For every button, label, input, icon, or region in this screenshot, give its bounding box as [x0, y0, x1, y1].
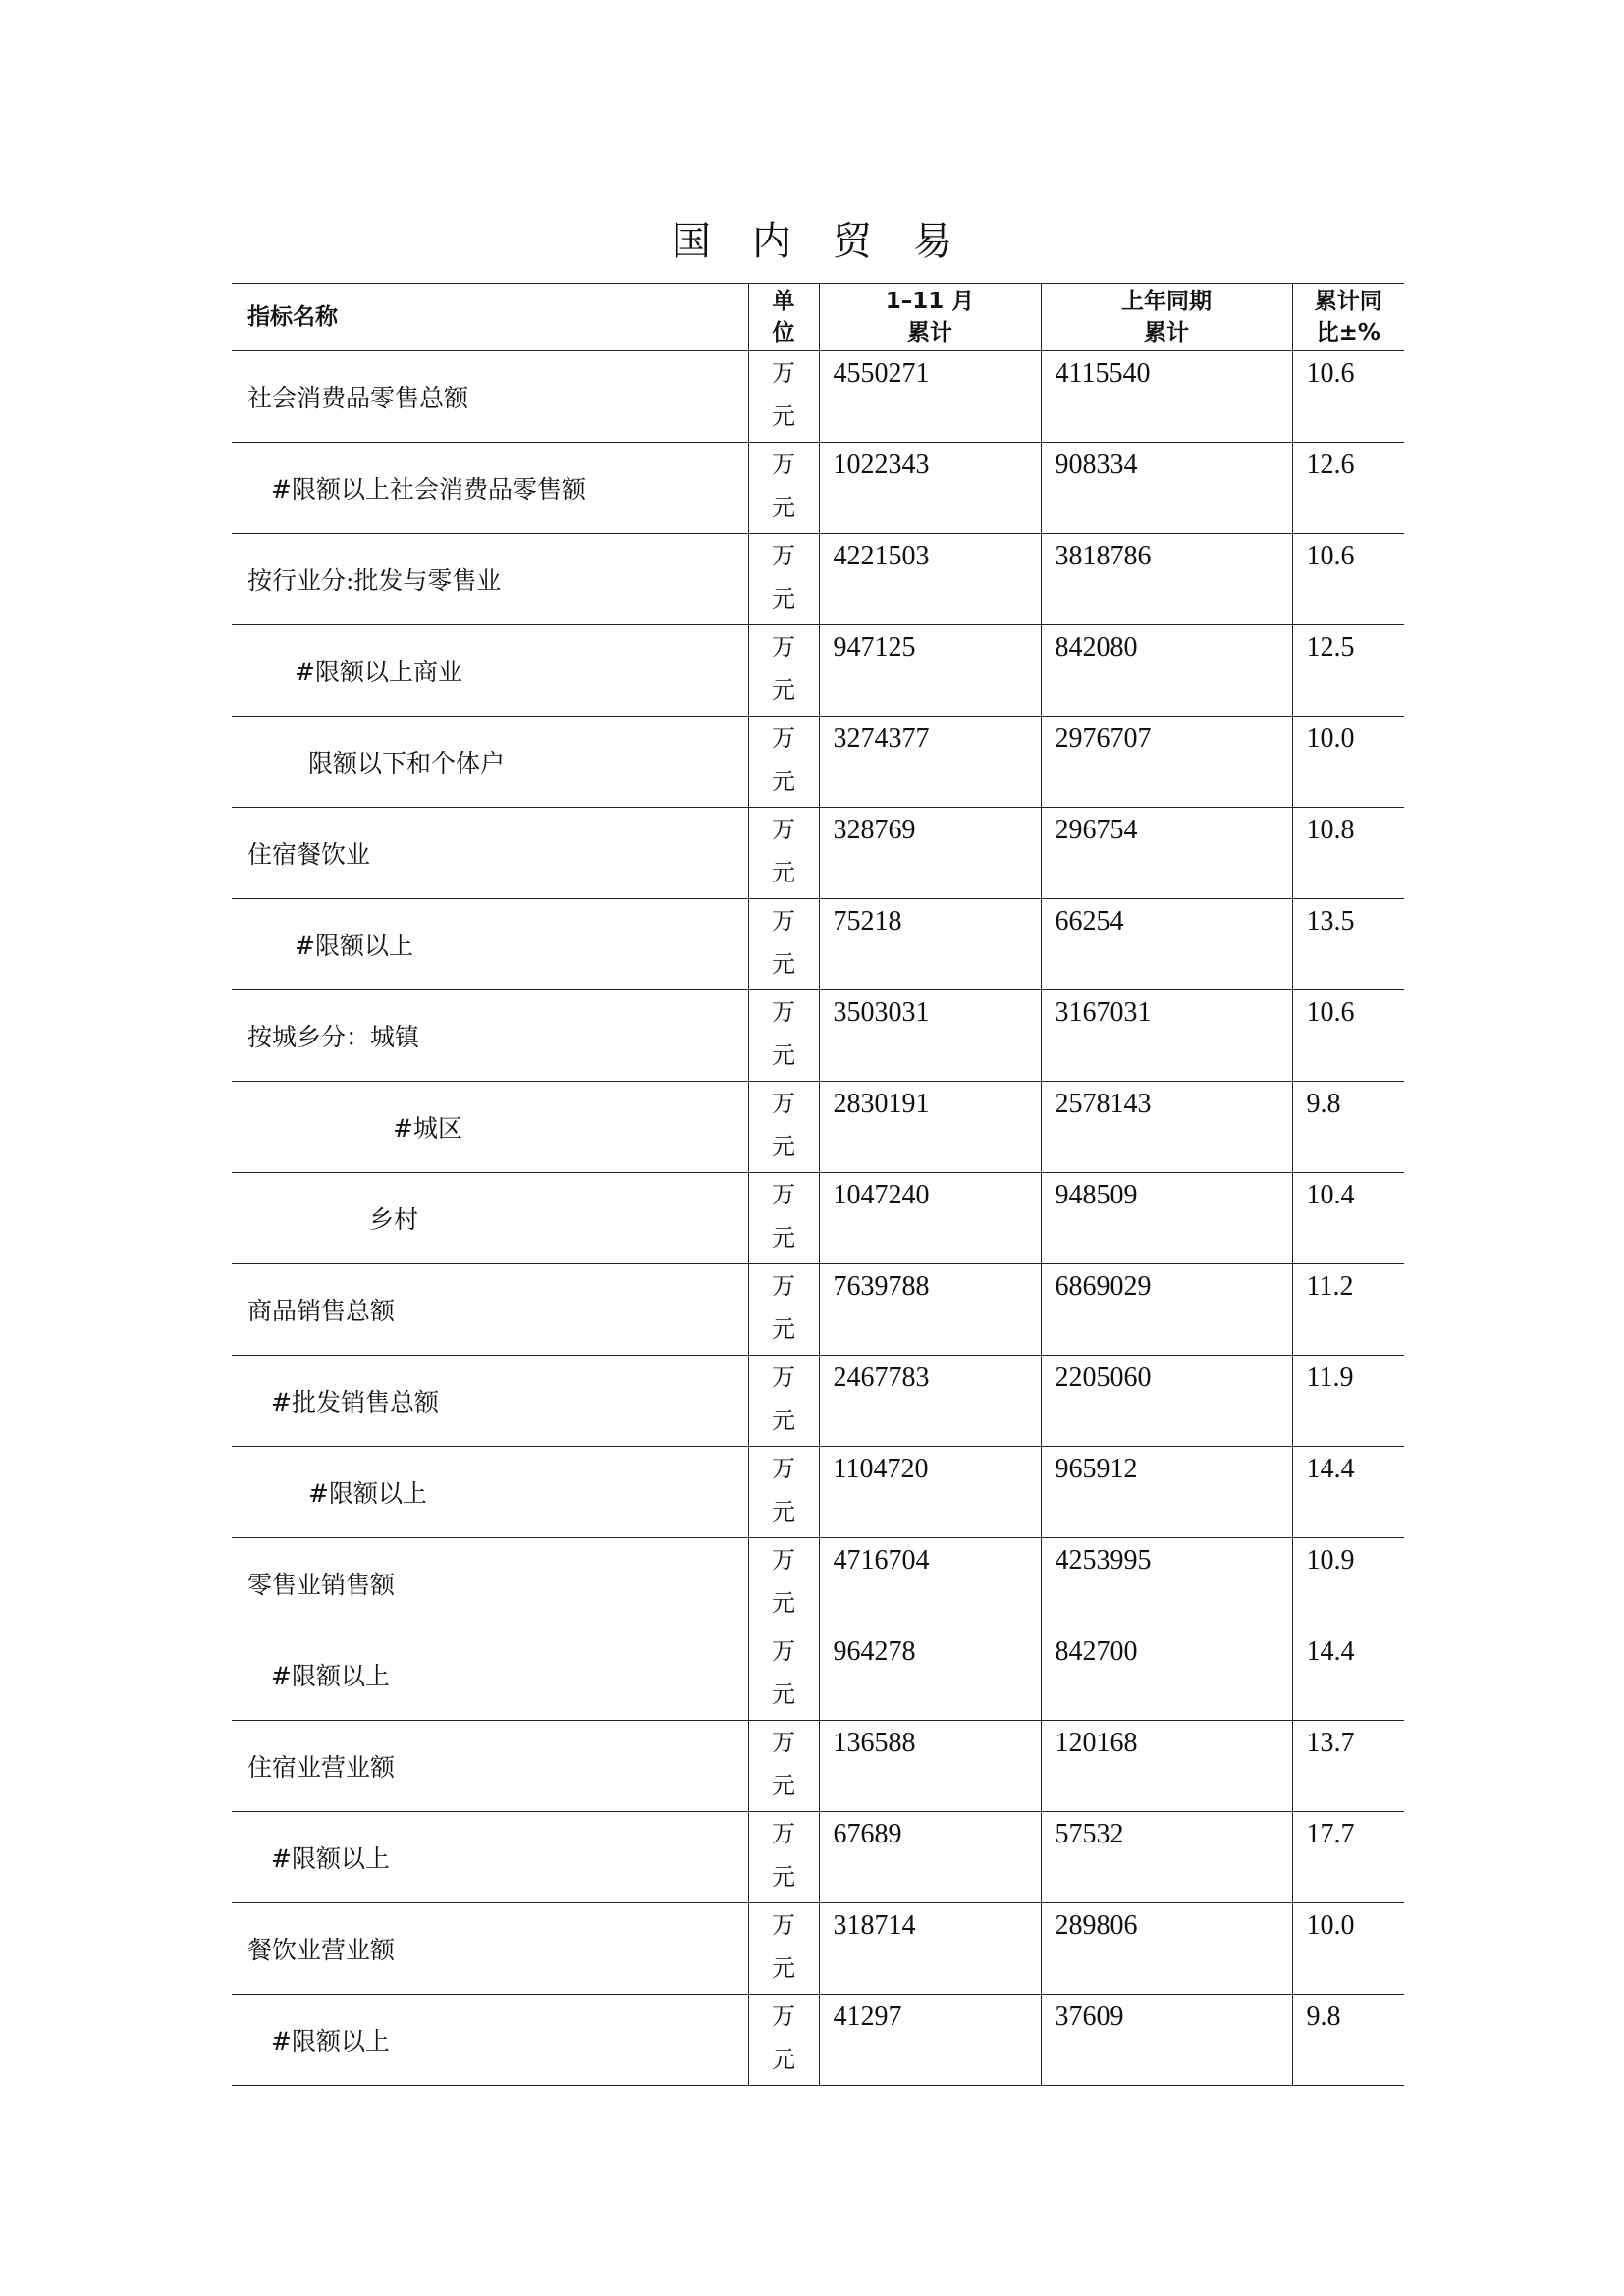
table-row — [232, 1356, 1404, 1447]
header-yoy-line1: 累计同 — [1314, 289, 1382, 314]
unit-line2: 元 — [772, 676, 795, 704]
header-yoy-line2: 比±% — [1316, 320, 1380, 346]
unit-line2: 元 — [772, 1315, 795, 1343]
unit-line2: 元 — [772, 1681, 795, 1708]
previous-cumulative-value: 2578143 — [1041, 1082, 1292, 1173]
unit-line1: 万 — [772, 998, 795, 1026]
unit-line2: 元 — [772, 2046, 795, 2073]
current-cumulative-value: 1047240 — [819, 1173, 1041, 1264]
indicator-name: 限额以下和个体户 — [232, 717, 748, 808]
current-cumulative-value: 4550271 — [819, 351, 1041, 443]
table-row — [232, 1629, 1404, 1721]
current-cumulative-value: 136588 — [819, 1721, 1041, 1812]
yoy-change-value: 13.5 — [1292, 899, 1404, 990]
current-cumulative-value: 4221503 — [819, 534, 1041, 625]
header-row — [232, 284, 1404, 351]
unit-line1: 万 — [772, 1820, 795, 1847]
unit-line2: 元 — [772, 1772, 795, 1799]
unit-line1: 万 — [772, 542, 795, 569]
unit-cell — [748, 534, 819, 625]
table-row — [232, 534, 1404, 625]
indicator-name: #限额以上 — [232, 1995, 748, 2086]
unit-line1: 万 — [772, 1637, 795, 1665]
unit-cell — [748, 443, 819, 534]
table-row — [232, 1812, 1404, 1903]
unit-cell — [748, 1995, 819, 2086]
unit-line2: 元 — [772, 1589, 795, 1617]
unit-line2: 元 — [772, 1407, 795, 1434]
previous-cumulative-value: 289806 — [1041, 1903, 1292, 1995]
unit-line2: 元 — [772, 1224, 795, 1252]
table-row — [232, 351, 1404, 443]
unit-cell — [748, 1447, 819, 1538]
current-cumulative-value: 1022343 — [819, 443, 1041, 534]
unit-cell — [748, 899, 819, 990]
unit-cell — [748, 1721, 819, 1812]
indicator-name: 零售业销售额 — [232, 1538, 748, 1629]
unit-line1: 万 — [772, 1090, 795, 1117]
yoy-change-value: 10.6 — [1292, 534, 1404, 625]
indicator-name: 住宿餐饮业 — [232, 808, 748, 899]
yoy-change-value: 12.5 — [1292, 625, 1404, 717]
unit-line2: 元 — [772, 950, 795, 978]
unit-line1: 万 — [772, 724, 795, 752]
current-cumulative-value: 3503031 — [819, 990, 1041, 1082]
current-cumulative-value: 318714 — [819, 1903, 1041, 1995]
table-row — [232, 1082, 1404, 1173]
current-cumulative-value: 964278 — [819, 1629, 1041, 1721]
indicator-name: #限额以上 — [232, 1812, 748, 1903]
indicator-name: 社会消费品零售总额 — [232, 351, 748, 443]
unit-cell — [748, 1812, 819, 1903]
yoy-change-value: 11.9 — [1292, 1356, 1404, 1447]
table-row — [232, 717, 1404, 808]
table-row — [232, 1173, 1404, 1264]
header-previous-line1: 上年同期 — [1121, 289, 1212, 314]
unit-line2: 元 — [772, 1133, 795, 1160]
previous-cumulative-value: 2976707 — [1041, 717, 1292, 808]
unit-line2: 元 — [772, 1498, 795, 1525]
table-row — [232, 1903, 1404, 1995]
unit-line2: 元 — [772, 1954, 795, 1982]
unit-line2: 元 — [772, 402, 795, 430]
unit-cell — [748, 1173, 819, 1264]
yoy-change-value: 11.2 — [1292, 1264, 1404, 1356]
table-row — [232, 899, 1404, 990]
yoy-change-value: 14.4 — [1292, 1629, 1404, 1721]
current-cumulative-value: 947125 — [819, 625, 1041, 717]
current-cumulative-value: 75218 — [819, 899, 1041, 990]
unit-line2: 元 — [772, 859, 795, 886]
unit-line1: 万 — [772, 359, 795, 387]
unit-line1: 万 — [772, 633, 795, 661]
current-cumulative-value: 3274377 — [819, 717, 1041, 808]
indicator-name: 商品销售总额 — [232, 1264, 748, 1356]
yoy-change-value: 9.8 — [1292, 1082, 1404, 1173]
indicator-name: 住宿业营业额 — [232, 1721, 748, 1812]
indicator-name: #限额以上社会消费品零售额 — [232, 443, 748, 534]
previous-cumulative-value: 3167031 — [1041, 990, 1292, 1082]
previous-cumulative-value: 6869029 — [1041, 1264, 1292, 1356]
yoy-change-value: 14.4 — [1292, 1447, 1404, 1538]
unit-line2: 元 — [772, 494, 795, 521]
unit-line1: 万 — [772, 451, 795, 478]
unit-cell — [748, 1356, 819, 1447]
current-cumulative-value: 328769 — [819, 808, 1041, 899]
unit-cell — [748, 1903, 819, 1995]
current-cumulative-value: 41297 — [819, 1995, 1041, 2086]
current-cumulative-value: 7639788 — [819, 1264, 1041, 1356]
yoy-change-value: 17.7 — [1292, 1812, 1404, 1903]
current-cumulative-value: 4716704 — [819, 1538, 1041, 1629]
previous-cumulative-value: 120168 — [1041, 1721, 1292, 1812]
yoy-change-value: 10.0 — [1292, 1903, 1404, 1995]
unit-line1: 万 — [772, 907, 795, 934]
unit-cell — [748, 808, 819, 899]
unit-cell — [748, 625, 819, 717]
yoy-change-value: 10.9 — [1292, 1538, 1404, 1629]
indicator-name: #批发销售总额 — [232, 1356, 748, 1447]
current-cumulative-value: 67689 — [819, 1812, 1041, 1903]
unit-cell — [748, 717, 819, 808]
indicator-name: #限额以上 — [232, 1629, 748, 1721]
table-row — [232, 443, 1404, 534]
unit-line1: 万 — [772, 1729, 795, 1756]
yoy-change-value: 10.6 — [1292, 990, 1404, 1082]
indicator-name: 按城乡分：城镇 — [232, 990, 748, 1082]
previous-cumulative-value: 66254 — [1041, 899, 1292, 990]
current-cumulative-value: 2467783 — [819, 1356, 1041, 1447]
unit-cell — [748, 1264, 819, 1356]
unit-line1: 万 — [772, 816, 795, 843]
table-row — [232, 625, 1404, 717]
unit-line2: 元 — [772, 768, 795, 795]
previous-cumulative-value: 2205060 — [1041, 1356, 1292, 1447]
previous-cumulative-value: 908334 — [1041, 443, 1292, 534]
previous-cumulative-value: 842080 — [1041, 625, 1292, 717]
header-unit-line2: 位 — [772, 320, 795, 346]
table-row — [232, 1995, 1404, 2086]
yoy-change-value: 9.8 — [1292, 1995, 1404, 2086]
table-row — [232, 1721, 1404, 1812]
unit-cell — [748, 1538, 819, 1629]
yoy-change-value: 13.7 — [1292, 1721, 1404, 1812]
yoy-change-value: 12.6 — [1292, 443, 1404, 534]
unit-cell — [748, 351, 819, 443]
header-current-line1: 1–11 月 — [885, 289, 975, 314]
current-cumulative-value: 2830191 — [819, 1082, 1041, 1173]
indicator-name: #限额以上 — [232, 1447, 748, 1538]
unit-line1: 万 — [772, 1363, 795, 1391]
header-current-line2: 累计 — [907, 320, 952, 346]
yoy-change-value: 10.6 — [1292, 351, 1404, 443]
unit-cell — [748, 1082, 819, 1173]
header-yoy-change — [1292, 284, 1404, 351]
previous-cumulative-value: 965912 — [1041, 1447, 1292, 1538]
previous-cumulative-value: 37609 — [1041, 1995, 1292, 2086]
unit-line1: 万 — [772, 1455, 795, 1482]
current-cumulative-value: 1104720 — [819, 1447, 1041, 1538]
previous-cumulative-value: 842700 — [1041, 1629, 1292, 1721]
table-row — [232, 1264, 1404, 1356]
unit-cell — [748, 1629, 819, 1721]
header-previous-cumulative — [1041, 284, 1292, 351]
unit-line2: 元 — [772, 1863, 795, 1891]
indicator-name: 乡村 — [232, 1173, 748, 1264]
indicator-name: #城区 — [232, 1082, 748, 1173]
indicator-name: #限额以上 — [232, 899, 748, 990]
header-current-cumulative — [819, 284, 1041, 351]
previous-cumulative-value: 948509 — [1041, 1173, 1292, 1264]
header-unit-line1: 单 — [772, 289, 795, 314]
header-previous-line2: 累计 — [1144, 320, 1189, 346]
unit-line2: 元 — [772, 1041, 795, 1069]
indicator-name: 餐饮业营业额 — [232, 1903, 748, 1995]
previous-cumulative-value: 296754 — [1041, 808, 1292, 899]
previous-cumulative-value: 57532 — [1041, 1812, 1292, 1903]
page-title: 国内贸易 — [672, 219, 994, 264]
table-row — [232, 808, 1404, 899]
previous-cumulative-value: 3818786 — [1041, 534, 1292, 625]
unit-line1: 万 — [772, 1272, 795, 1300]
header-unit — [748, 284, 819, 351]
previous-cumulative-value: 4115540 — [1041, 351, 1292, 443]
header-indicator-name: 指标名称 — [232, 284, 748, 351]
yoy-change-value: 10.4 — [1292, 1173, 1404, 1264]
table-row — [232, 1538, 1404, 1629]
unit-line1: 万 — [772, 2002, 795, 2030]
indicator-name: 按行业分:批发与零售业 — [232, 534, 748, 625]
previous-cumulative-value: 4253995 — [1041, 1538, 1292, 1629]
unit-line1: 万 — [772, 1911, 795, 1939]
unit-line1: 万 — [772, 1181, 795, 1208]
unit-cell — [748, 990, 819, 1082]
unit-line1: 万 — [772, 1546, 795, 1574]
table-row — [232, 1447, 1404, 1538]
table-row — [232, 990, 1404, 1082]
yoy-change-value: 10.8 — [1292, 808, 1404, 899]
indicator-name: #限额以上商业 — [232, 625, 748, 717]
yoy-change-value: 10.0 — [1292, 717, 1404, 808]
unit-line2: 元 — [772, 585, 795, 613]
domestic-trade-table — [232, 283, 1404, 2086]
